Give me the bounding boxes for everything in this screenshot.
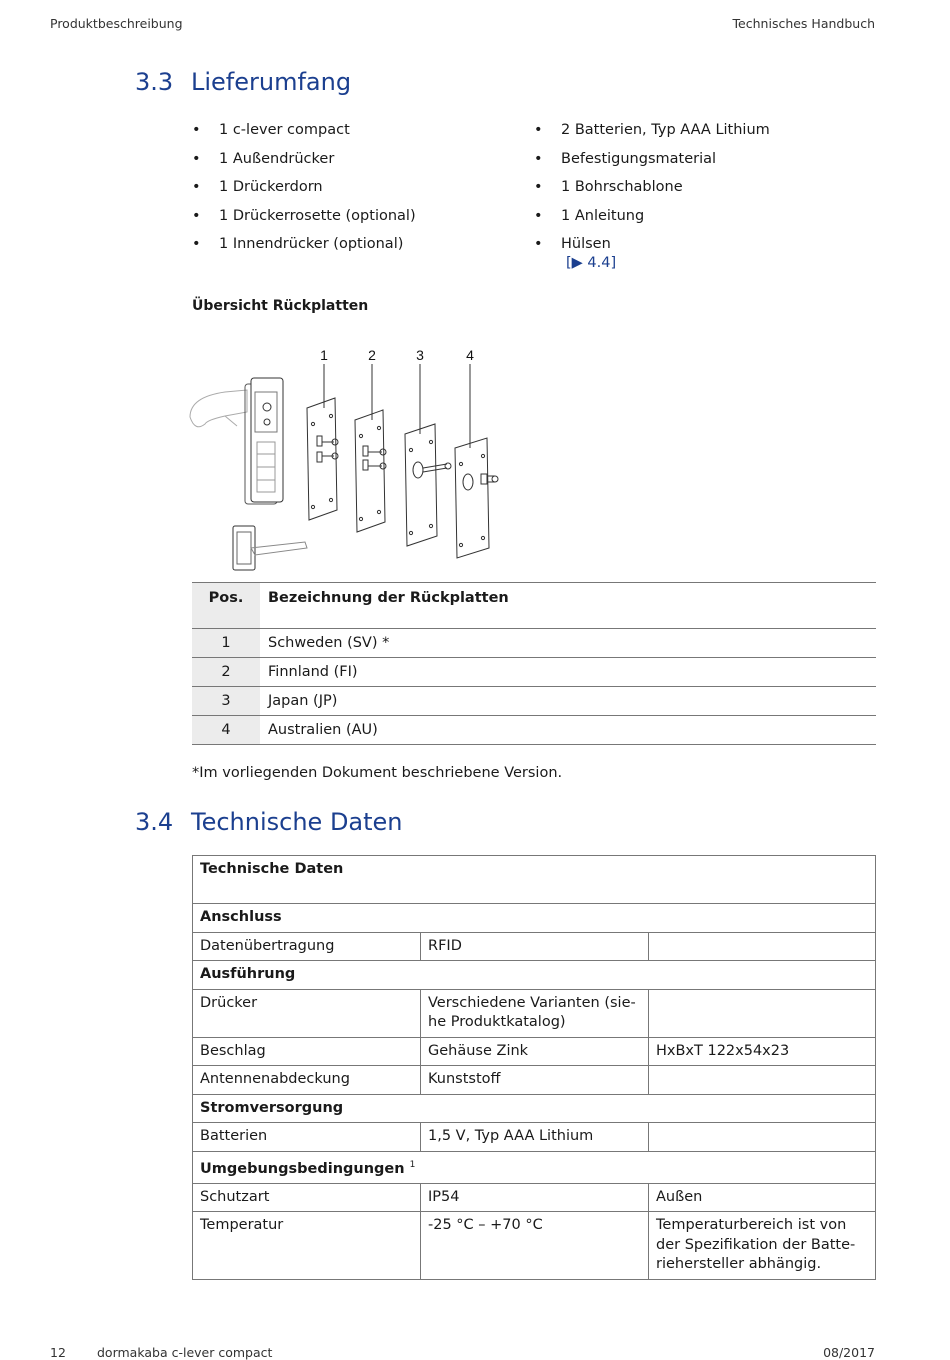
group-heading: Ausführung [193,961,876,990]
column-header-designation: Bezeichnung der Rückplatten [260,583,876,629]
delivery-list-right [534,122,770,271]
table-row [193,932,876,961]
table-row [193,989,876,1037]
table-cell [649,1123,876,1152]
delivery-list-left [192,122,416,265]
table-cell [649,1066,876,1095]
table-cell: Gehäuse Zink [421,1037,649,1066]
table-cell: 1,5 V, Typ AAA Lithium [421,1123,649,1152]
backplate-table [192,582,876,745]
list-item: • 1 Drückerdorn [192,179,416,208]
group-heading-label: Umgebungsbedingungen [200,1160,405,1177]
table-cell: Außen [649,1183,876,1212]
table-cell: IP54 [421,1183,649,1212]
list-item: • 2 Batterien, Typ AAA Lithium [534,122,770,151]
table-cell-pos: 1 [192,629,260,658]
table-cell-designation: Australien (AU) [260,716,876,745]
list-item: • 1 c-lever compact [192,122,416,151]
section-heading-3-4 [135,808,403,836]
table-cell-pos: 3 [192,687,260,716]
table-cell-pos: 2 [192,658,260,687]
table-cell: -25 °C – +70 °C [421,1212,649,1280]
table-cell: Drücker [193,989,421,1037]
table-cell: Verschiedene Varianten (sie-he Produktkatalog) [421,989,649,1037]
footer-page-number: 12 [50,1345,66,1360]
cross-reference-link[interactable]: [▶ 4.4] [566,255,617,271]
table-cell: Datenübertragung [193,932,421,961]
callout-3: 3 [416,347,424,363]
table-cell: Temperatur [193,1212,421,1280]
backplate-illustration [185,342,515,580]
group-row [193,961,876,990]
section-heading-3-3 [135,68,351,96]
list-item: • 1 Bohrschablone [534,179,770,208]
table-header-row [192,583,876,629]
callout-4: 4 [466,347,474,363]
technical-data-table [192,855,876,1280]
callout-2: 2 [368,347,376,363]
table-row [192,716,876,745]
backplate-overview-heading: Übersicht Rückplatten [192,298,369,314]
section-number: 3.3 [135,68,174,96]
table-row [193,1123,876,1152]
table-cell: Schutzart [193,1183,421,1212]
table-row [192,629,876,658]
table-row [193,1212,876,1280]
group-heading [193,1151,876,1183]
group-row [193,1094,876,1123]
section-title: Lieferumfang [191,68,352,96]
table-cell-designation: Japan (JP) [260,687,876,716]
list-item: • 1 Innendrücker (optional) [192,236,416,265]
page-header-left: Produktbeschreibung [50,16,183,31]
table-cell: Beschlag [193,1037,421,1066]
page-header-right: Technisches Handbuch [732,16,875,31]
table-title-row [193,856,876,904]
table-row [193,1066,876,1095]
table-cell [649,989,876,1037]
table-title: Technische Daten [193,856,876,904]
footer-product: dormakaba c-lever compact [97,1345,273,1360]
table-row [192,687,876,716]
table-cell-designation: Schweden (SV) * [260,629,876,658]
table-cell: RFID [421,932,649,961]
list-item [534,236,770,271]
table-cell-pos: 4 [192,716,260,745]
group-row [193,1151,876,1183]
table-cell-designation: Finnland (FI) [260,658,876,687]
table-row [192,658,876,687]
table-cell [649,932,876,961]
table-cell: HxBxT 122x54x23 [649,1037,876,1066]
table-cell: Antennenabdeckung [193,1066,421,1095]
callout-1: 1 [320,347,328,363]
footnote: *Im vorliegenden Dokument beschriebene Version. [192,765,563,781]
list-item: • 1 Drückerrosette (optional) [192,208,416,237]
list-item: • Befestigungsmaterial [534,151,770,180]
group-row [193,904,876,933]
table-row [193,1037,876,1066]
table-cell: Batterien [193,1123,421,1152]
group-heading: Stromversorgung [193,1094,876,1123]
table-row [193,1183,876,1212]
group-heading: Anschluss [193,904,876,933]
table-cell: Kunststoff [421,1066,649,1095]
list-item-label: Hülsen [561,236,611,252]
footnote-marker: 1 [409,1159,416,1170]
list-item: • 1 Außendrücker [192,151,416,180]
table-cell: Temperaturbereich ist von der Spezifikation der Batte-riehersteller abhängig. [649,1212,876,1280]
list-item: • 1 Anleitung [534,208,770,237]
section-number: 3.4 [135,808,174,836]
column-header-pos: Pos. [192,583,260,629]
section-title: Technische Daten [191,808,403,836]
footer-date: 08/2017 [823,1345,875,1360]
